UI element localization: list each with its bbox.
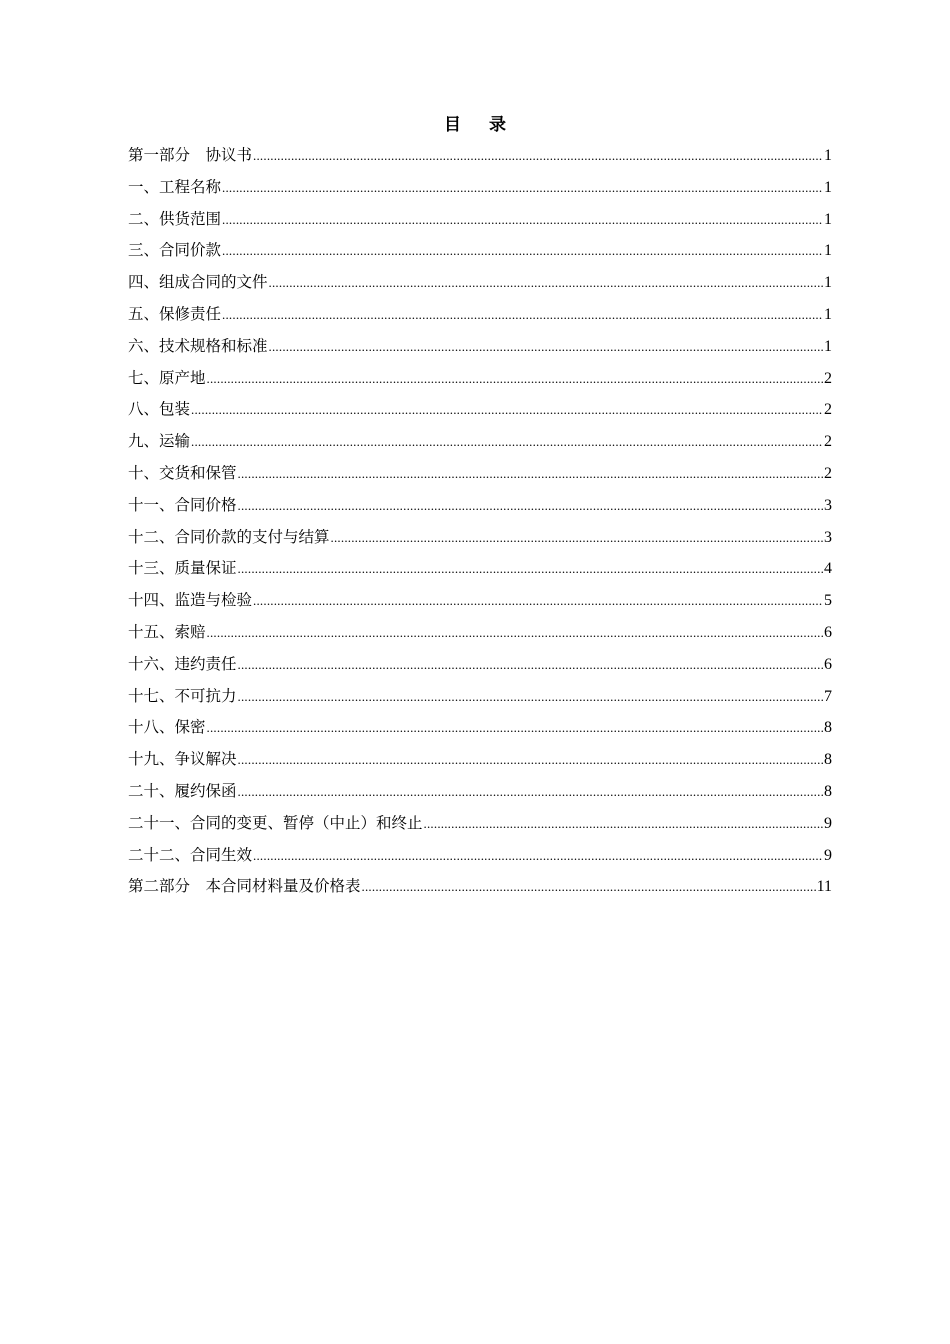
toc-entry-label: 十五、索赔 <box>128 622 206 641</box>
toc-dot-leader <box>207 617 823 649</box>
toc-entry-page-number: 8 <box>824 782 832 800</box>
toc-entry[interactable] <box>128 744 832 776</box>
toc-entry-label: 十一、合同价格 <box>128 495 237 514</box>
toc-entry[interactable] <box>128 553 832 585</box>
toc-dot-leader <box>424 808 823 840</box>
toc-entry-page-number: 3 <box>824 496 832 514</box>
toc-dot-leader <box>191 394 823 426</box>
toc-entry[interactable] <box>128 649 832 681</box>
toc-entry-page-number: 1 <box>824 147 832 164</box>
toc-dot-leader <box>238 681 823 713</box>
toc-entry[interactable] <box>128 267 832 299</box>
toc-dot-leader <box>253 840 823 872</box>
toc-entry-page-number: 7 <box>824 687 832 705</box>
toc-dot-leader <box>238 744 823 776</box>
toc-entry[interactable] <box>128 172 832 204</box>
toc-entry-page-number: 8 <box>824 751 832 769</box>
toc-entry-label: 六、技术规格和标准 <box>128 336 268 355</box>
toc-entry-label: 五、保修责任 <box>128 304 222 323</box>
toc-title-char-1: 目 <box>444 115 461 135</box>
toc-dot-leader <box>269 331 823 363</box>
toc-dot-leader <box>238 490 823 522</box>
toc-dot-leader <box>331 522 823 554</box>
toc-entry-page-number: 2 <box>824 369 832 387</box>
toc-entry-page-number: 6 <box>824 623 832 641</box>
toc-entry[interactable] <box>128 522 832 554</box>
toc-entry[interactable] <box>128 712 832 744</box>
toc-entry-page-number: 3 <box>824 528 832 546</box>
toc-dot-leader <box>238 776 823 808</box>
toc-entry[interactable] <box>128 235 832 267</box>
toc-entry[interactable] <box>128 331 832 363</box>
toc-dot-leader <box>207 363 823 395</box>
toc-dot-leader <box>362 871 816 903</box>
toc-entry-label: 二十一、合同的变更、暂停（中止）和终止 <box>128 813 423 832</box>
toc-entry-page-number: 11 <box>816 878 832 896</box>
toc-entry-label: 十二、合同价款的支付与结算 <box>128 527 330 546</box>
toc-entry[interactable] <box>128 204 832 236</box>
toc-entry[interactable] <box>128 394 832 426</box>
toc-entry-page-number: 2 <box>824 401 832 419</box>
toc-entry-page-number: 2 <box>824 433 832 451</box>
toc-dot-leader <box>222 235 823 267</box>
toc-entry-page-number: 5 <box>824 592 832 610</box>
toc-entry[interactable] <box>128 458 832 490</box>
toc-entry-label: 四、组成合同的文件 <box>128 273 268 292</box>
toc-entry-label: 十、交货和保管 <box>128 463 237 482</box>
toc-entry-label: 十八、保密 <box>128 718 206 737</box>
toc-entry-label: 八、包装 <box>128 400 191 419</box>
toc-entry-page-number: 8 <box>824 719 832 737</box>
toc-entry-page-number: 1 <box>824 337 832 355</box>
toc-entry-label: 十六、违约责任 <box>128 654 237 673</box>
toc-entry-label: 第一部分 协议书 <box>128 146 253 164</box>
toc-entry[interactable] <box>128 363 832 395</box>
toc-entry-label: 三、合同价款 <box>128 241 222 260</box>
toc-entry-label: 第二部分 本合同材料量及价格表 <box>128 877 361 896</box>
toc-dot-leader <box>207 712 823 744</box>
toc-title <box>0 113 950 137</box>
toc-entry-page-number: 9 <box>824 814 832 832</box>
toc-entry-label: 一、工程名称 <box>128 177 222 196</box>
toc-dot-leader <box>269 267 823 299</box>
toc-entry[interactable] <box>128 871 832 903</box>
toc-entry-label: 二十二、合同生效 <box>128 845 253 864</box>
toc-dot-leader <box>238 553 823 585</box>
toc-entry-label: 九、运输 <box>128 432 191 451</box>
toc-entry-page-number: 1 <box>824 210 832 228</box>
toc-entry[interactable] <box>128 808 832 840</box>
toc-entry[interactable] <box>128 426 832 458</box>
toc-entry-page-number: 1 <box>824 178 832 196</box>
toc-entry-label: 十七、不可抗力 <box>128 686 237 705</box>
toc-dot-leader <box>253 585 823 617</box>
toc-entry-page-number: 6 <box>824 655 832 673</box>
toc-dot-leader <box>222 299 823 331</box>
toc-entry-page-number: 2 <box>824 464 832 482</box>
toc-entry-label: 二、供货范围 <box>128 209 222 228</box>
toc-entry[interactable] <box>128 776 832 808</box>
toc-entry[interactable] <box>128 681 832 713</box>
toc-entry-label: 七、原产地 <box>128 368 206 387</box>
toc-entry-label: 十四、监造与检验 <box>128 591 253 610</box>
toc-entry-page-number: 1 <box>824 274 832 292</box>
toc-dot-leader <box>191 426 823 458</box>
toc-entry[interactable] <box>128 840 832 872</box>
toc-entry[interactable] <box>128 299 832 331</box>
toc-entry-label: 十三、质量保证 <box>128 559 237 578</box>
toc-title-char-2: 录 <box>489 115 506 135</box>
toc-entry[interactable] <box>128 140 832 172</box>
toc-entry-page-number: 4 <box>824 560 832 578</box>
toc-entry[interactable] <box>128 490 832 522</box>
toc-dot-leader <box>222 172 823 204</box>
toc-entry[interactable] <box>128 617 832 649</box>
toc-dot-leader <box>222 204 823 236</box>
toc-dot-leader <box>238 649 823 681</box>
toc-entry-label: 十九、争议解决 <box>128 750 237 769</box>
toc-dot-leader <box>253 140 823 172</box>
toc-entry-label: 二十、履约保函 <box>128 781 237 800</box>
toc-entry-page-number: 1 <box>824 242 832 260</box>
toc-entry[interactable] <box>128 585 832 617</box>
toc-entry-page-number: 9 <box>824 846 832 864</box>
toc-dot-leader <box>238 458 823 490</box>
toc-entry-page-number: 1 <box>824 305 832 323</box>
toc-list <box>128 140 832 903</box>
